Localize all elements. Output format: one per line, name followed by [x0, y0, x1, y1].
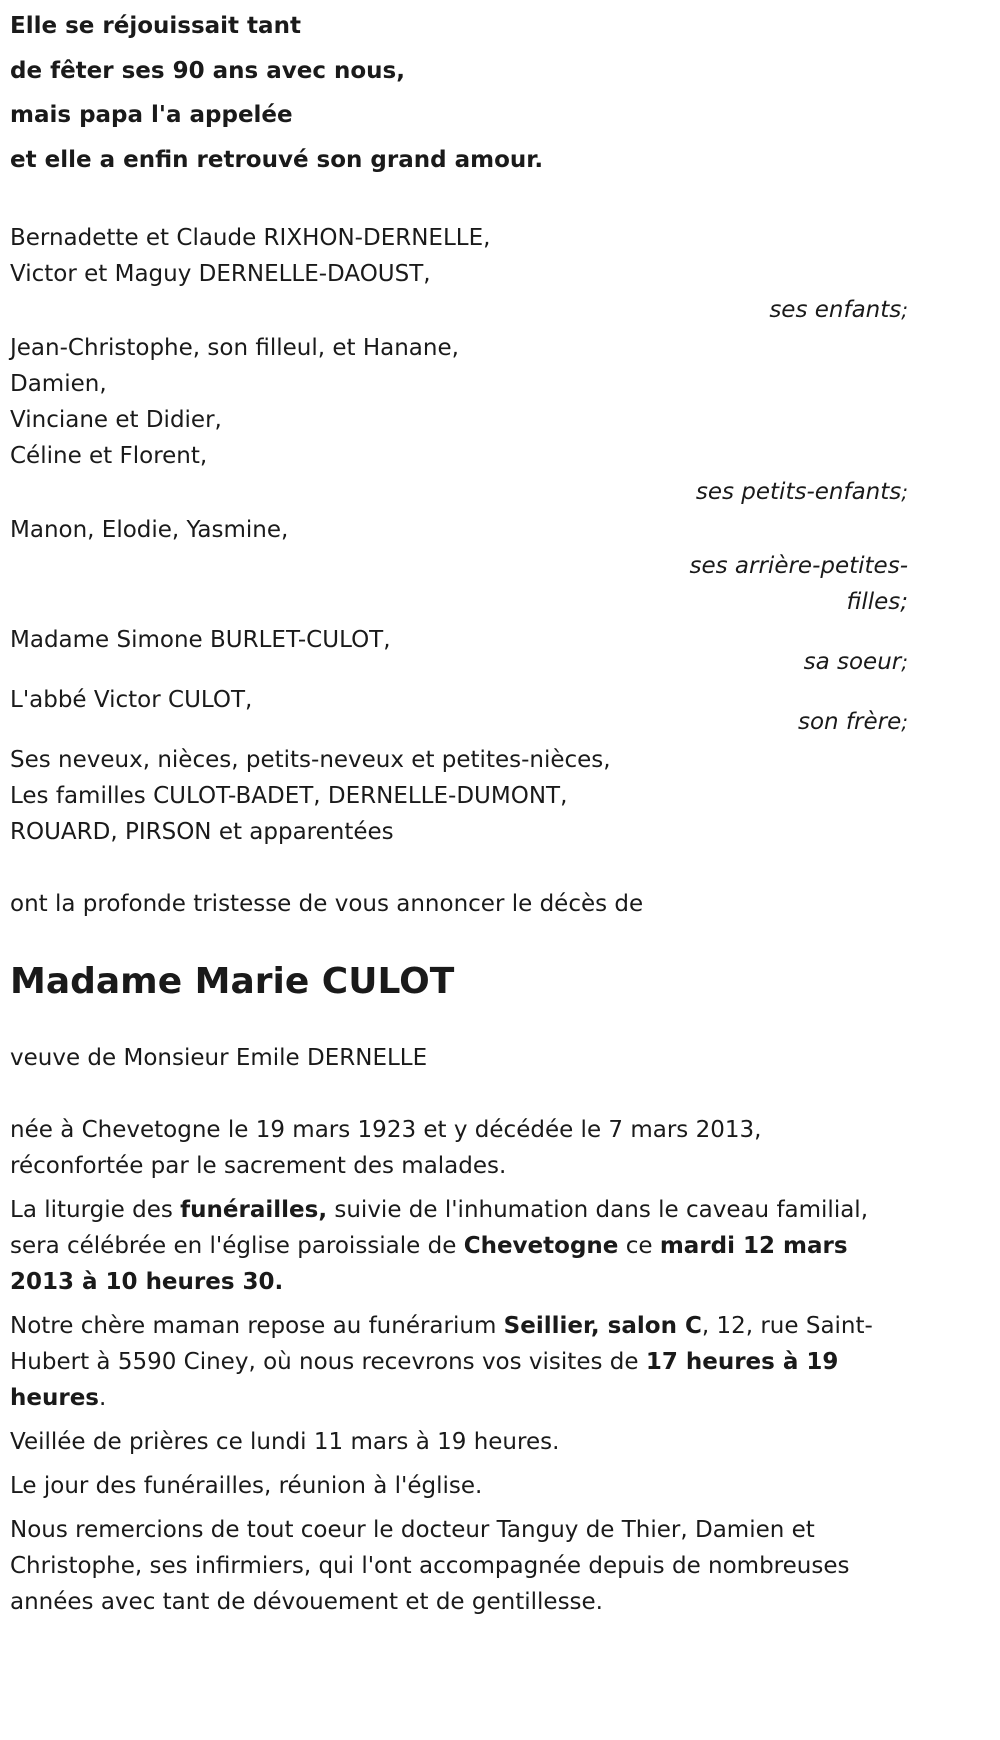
widow-of-text: veuve de Monsieur Emile DERNELLE	[10, 1045, 428, 1071]
brother-group	[10, 682, 910, 740]
relationship-label: sa soeur;	[803, 649, 908, 675]
sister-group	[10, 622, 910, 680]
children-group	[10, 220, 910, 328]
family-name-line: Victor et Maguy DERNELLE-DAOUST,	[10, 261, 431, 287]
family-name-line: Les familles CULOT-BADET, DERNELLE-DUMONT,	[10, 783, 568, 809]
great-grandchildren-group	[10, 512, 910, 620]
funerarium-text: Notre chère maman repose au funérarium Seillier, salon C, 12, rue Saint-Hubert à 5590 Ciney, où nous recevrons vos visites de 17 heures à 19 heures.	[10, 1313, 873, 1411]
relationship-label: ses arrière-petites- filles;	[689, 553, 908, 615]
family-name-line: Ses neveux, nièces, petits-neveux et petites-nièces,	[10, 747, 611, 773]
meeting-text: Le jour des funérailles, réunion à l'église.	[10, 1473, 483, 1499]
vigil-text: Veillée de prières ce lundi 11 mars à 19 heures.	[10, 1429, 560, 1455]
grandchildren-group	[10, 330, 910, 510]
family-name-line: Manon, Elodie, Yasmine,	[10, 517, 289, 543]
intro-line: Elle se réjouissait tant	[10, 13, 301, 39]
thanks-text: Nous remercions de tout coeur le docteur Tanguy de Thier, Damien et Christophe, ses infirmiers, qui l'ont accompagnée depuis de nombreuses années avec tant de dévouement et de gentillesse.	[10, 1517, 850, 1615]
relationship-label: son frère;	[797, 709, 908, 735]
intro-verse	[10, 4, 910, 182]
birth-death-text: née à Chevetogne le 19 mars 1923 et y décédée le 7 mars 2013, réconfortée par le sacrement des malades.	[10, 1117, 762, 1179]
announcement-text: ont la profonde tristesse de vous annoncer le décès de	[10, 891, 644, 917]
family-name-line: Madame Simone BURLET-CULOT,	[10, 627, 391, 653]
family-name-line: Damien,	[10, 371, 107, 397]
family-name-line: Céline et Florent,	[10, 443, 208, 469]
family-name-line: ROUARD, PIRSON et apparentées	[10, 819, 394, 845]
family-name-line: Vinciane et Didier,	[10, 407, 222, 433]
intro-line: mais papa l'a appelée	[10, 102, 293, 128]
family-name-line: Jean-Christophe, son filleul, et Hanane,	[10, 335, 459, 361]
intro-line: et elle a enfin retrouvé son grand amour.	[10, 146, 544, 173]
family-name-line: L'abbé Victor CULOT,	[10, 687, 253, 713]
intro-line: de fêter ses 90 ans avec nous,	[10, 57, 405, 84]
deceased-name: Madame Marie CULOT	[10, 961, 455, 1002]
family-name-line: Bernadette et Claude RIXHON-DERNELLE,	[10, 225, 491, 251]
extended-family-group	[10, 742, 910, 850]
relationship-label: ses enfants;	[769, 297, 908, 323]
funeral-text: La liturgie des funérailles, suivie de l'inhumation dans le caveau familial, sera célébrée en l'église paroissiale de Chevetogne ce mardi 12 mars 2013 à 10 heures 30.	[10, 1197, 869, 1295]
relationship-label: ses petits-enfants;	[695, 479, 908, 505]
